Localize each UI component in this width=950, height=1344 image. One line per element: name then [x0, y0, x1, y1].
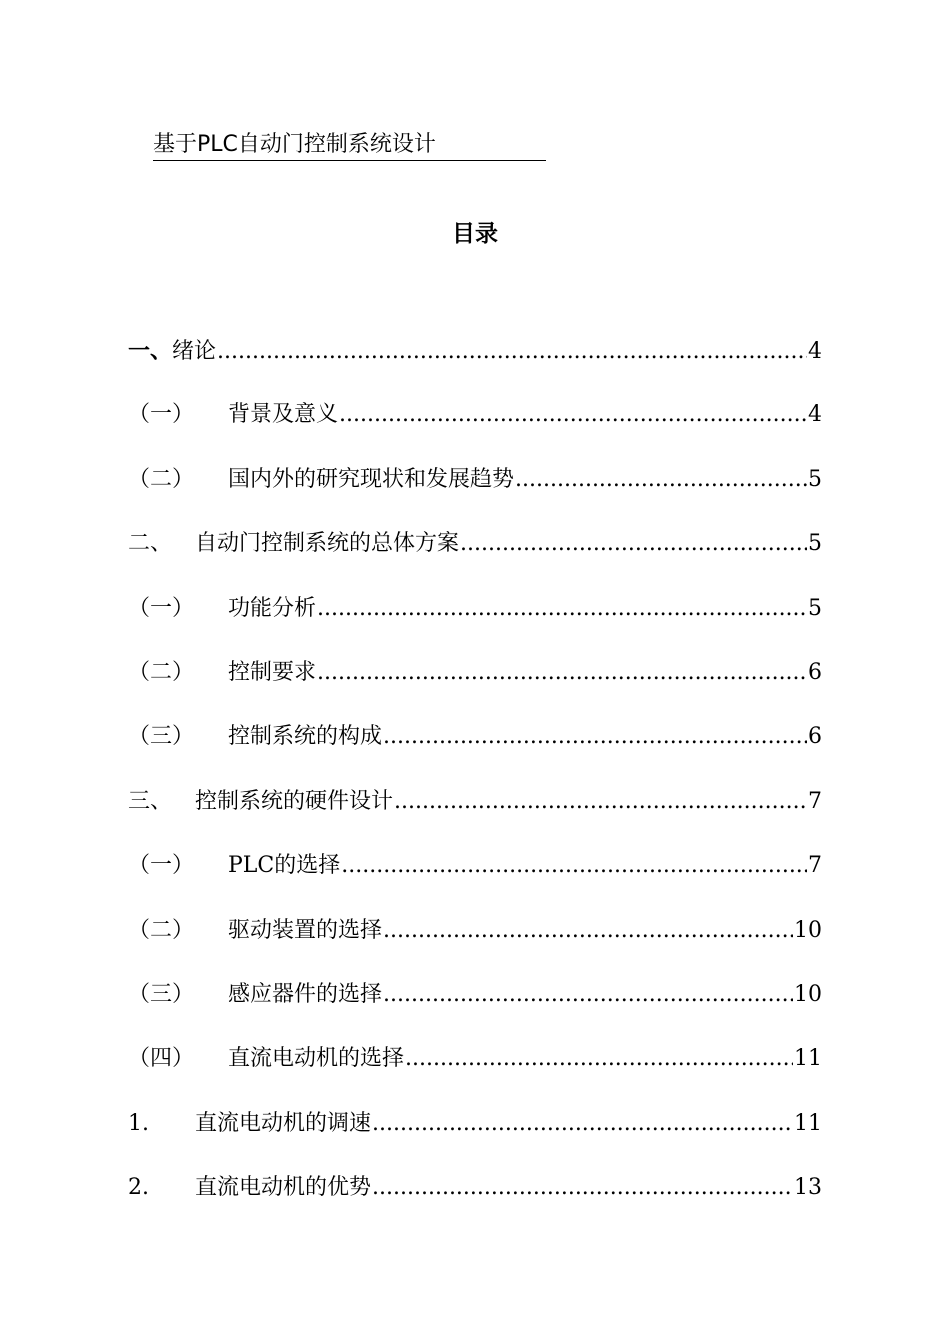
toc-entry[interactable]	[128, 785, 822, 849]
toc-entry-number: 一、	[128, 338, 173, 364]
toc-entry-label: 控制系统的构成	[228, 724, 383, 750]
toc-entry-number: （一）	[128, 402, 195, 428]
toc-entry[interactable]	[128, 527, 822, 591]
toc-entry-number: 二、	[128, 531, 173, 557]
toc-entry-page: 11	[794, 1046, 822, 1072]
toc-entry-label: 国内外的研究现状和发展趋势	[228, 466, 515, 492]
toc-entry-label: 直流电动机的选择	[228, 1046, 405, 1072]
toc-entry-number: 三、	[128, 788, 173, 814]
toc-entry-page: 4	[808, 402, 822, 428]
toc-dot-leader	[339, 398, 807, 432]
toc-entry[interactable]	[128, 592, 822, 656]
toc-entry-label: 感应器件的选择	[228, 981, 383, 1007]
toc-dot-leader	[372, 1171, 793, 1205]
toc-entry-page: 4	[808, 339, 822, 364]
toc-entry-number: （三）	[128, 724, 195, 750]
toc-entry-label: 直流电动机的调速	[195, 1110, 372, 1136]
toc-entry-number: （二）	[128, 917, 195, 943]
toc-entry[interactable]	[128, 463, 822, 527]
toc-dot-leader	[460, 527, 807, 561]
toc-entry[interactable]	[128, 849, 822, 913]
toc-entry[interactable]	[128, 1042, 822, 1106]
toc-entry-page: 5	[808, 466, 822, 492]
toc-entry-label: 功能分析	[228, 595, 317, 621]
toc-dot-leader	[383, 978, 793, 1012]
toc-entry[interactable]	[128, 978, 822, 1042]
toc-entry-number: （二）	[128, 659, 195, 685]
toc-dot-leader	[383, 914, 793, 948]
toc-entry-page: 10	[794, 981, 822, 1007]
toc-entry-number: （一）	[128, 595, 195, 621]
toc-entry-page: 13	[794, 1175, 822, 1201]
toc-entry-label: 控制要求	[228, 659, 317, 685]
toc-entry[interactable]	[128, 1107, 822, 1171]
toc-entry[interactable]	[128, 720, 822, 784]
toc-entry-page: 10	[794, 917, 822, 943]
toc-dot-leader	[317, 656, 807, 690]
toc-dot-leader	[405, 1042, 793, 1076]
toc-entry-number: 2.	[128, 1175, 149, 1201]
toc-entry[interactable]	[128, 398, 822, 462]
toc-entry-page: 5	[808, 531, 822, 557]
document-header-title: 基于PLC自动门控制系统设计	[153, 130, 546, 161]
toc-entry-label: 直流电动机的优势	[195, 1175, 372, 1201]
toc-entry[interactable]	[128, 656, 822, 720]
toc-entry-number: 1.	[128, 1110, 149, 1136]
toc-entry-page: 5	[808, 595, 822, 621]
table-of-contents	[128, 334, 822, 1235]
toc-dot-leader	[317, 592, 807, 626]
toc-dot-leader	[515, 463, 807, 497]
toc-entry-number: （二）	[128, 466, 195, 492]
toc-entry-label: 自动门控制系统的总体方案	[195, 531, 460, 557]
toc-entry[interactable]	[128, 914, 822, 978]
toc-dot-leader	[372, 1107, 793, 1141]
toc-entry-page: 6	[808, 659, 822, 685]
toc-entry-number: （三）	[128, 981, 195, 1007]
toc-entry-page: 11	[794, 1110, 822, 1136]
toc-dot-leader	[217, 335, 807, 369]
toc-entry-label: PLC的选择	[228, 853, 341, 879]
toc-entry-number: （四）	[128, 1046, 195, 1072]
toc-entry-label: 驱动装置的选择	[228, 917, 383, 943]
toc-entry-page: 6	[808, 724, 822, 750]
toc-dot-leader	[383, 720, 807, 754]
toc-entry[interactable]	[128, 1171, 822, 1235]
toc-heading: 目录	[452, 221, 498, 247]
toc-entry-label: 控制系统的硬件设计	[195, 788, 394, 814]
toc-entry-page: 7	[808, 788, 822, 814]
toc-entry[interactable]	[128, 334, 822, 398]
toc-entry-number: （一）	[128, 853, 195, 879]
toc-entry-label: 背景及意义	[228, 402, 339, 428]
toc-dot-leader	[341, 849, 807, 883]
toc-entry-page: 7	[808, 853, 822, 879]
toc-entry-label: 绪论	[172, 339, 217, 364]
toc-dot-leader	[394, 785, 807, 819]
